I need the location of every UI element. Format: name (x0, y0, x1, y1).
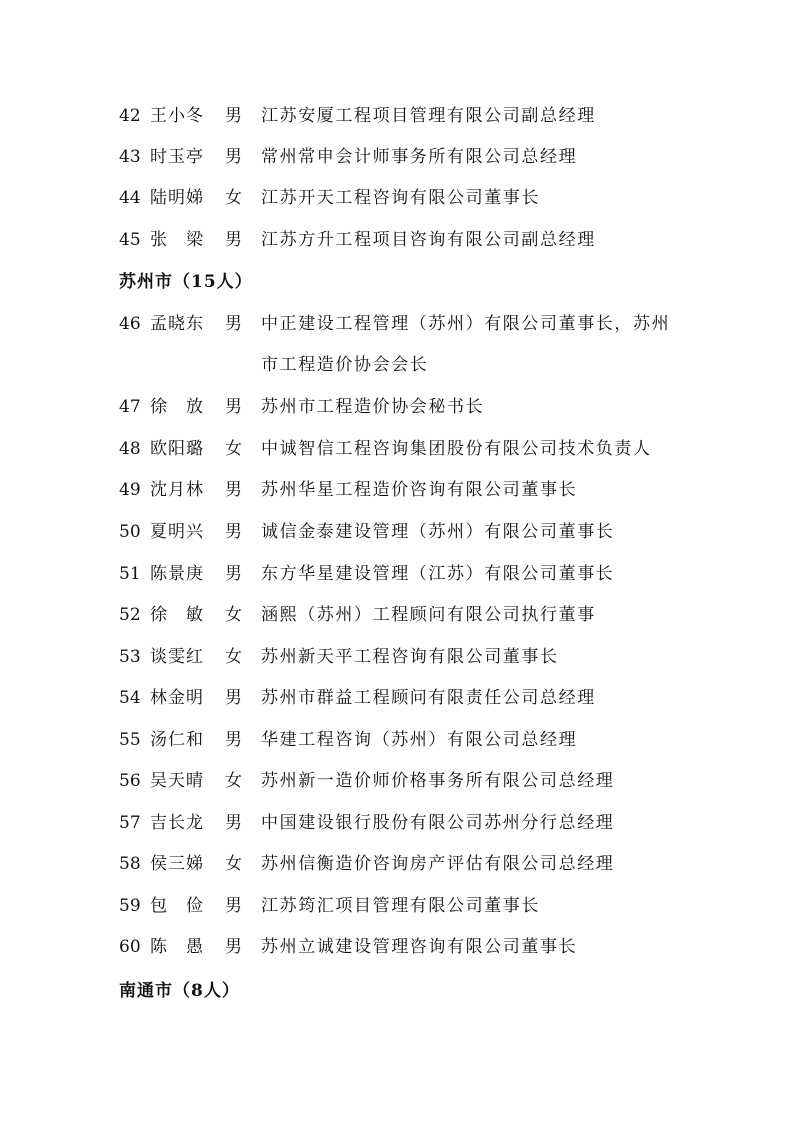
entry-gender: 男 (225, 522, 242, 542)
entry-organization: 苏州新一造价师价格事务所有限公司总经理 (261, 771, 615, 791)
list-item (0, 642, 793, 672)
entry-organization: 华建工程咨询（苏州）有限公司总经理 (261, 730, 578, 750)
list-item (0, 309, 793, 339)
entry-number: 57 (119, 813, 141, 833)
entry-gender: 女 (225, 854, 242, 874)
list-item (0, 517, 793, 547)
entry-name: 夏明兴 (150, 522, 204, 542)
entry-number: 43 (119, 147, 141, 167)
list-item (0, 849, 793, 879)
entry-number: 51 (119, 564, 141, 584)
list-item (0, 142, 793, 172)
entry-name: 王小冬 (150, 106, 204, 126)
entry-gender: 男 (225, 397, 242, 417)
entry-number: 55 (119, 730, 141, 750)
entry-organization: 苏州市群益工程顾问有限责任公司总经理 (261, 688, 596, 708)
entry-number: 46 (119, 314, 141, 334)
list-item (0, 766, 793, 796)
entry-gender: 男 (225, 730, 242, 750)
entry-number: 50 (119, 522, 141, 542)
entry-gender: 男 (225, 314, 242, 334)
entry-organization: 江苏安厦工程项目管理有限公司副总经理 (261, 106, 596, 126)
entry-gender: 男 (225, 896, 242, 916)
list-item (0, 683, 793, 713)
entry-gender: 男 (225, 688, 242, 708)
section-heading-suzhou: 苏州市（15人） (119, 272, 253, 292)
entry-name: 陆明娣 (150, 188, 204, 208)
entry-organization: 诚信金泰建设管理（苏州）有限公司董事长 (261, 522, 615, 542)
list-item (0, 101, 793, 131)
entry-number: 53 (119, 647, 141, 667)
entry-name: 谈雯红 (150, 647, 204, 667)
entry-name: 徐 放 (150, 397, 204, 417)
list-item (0, 600, 793, 630)
section-heading-nantong: 南通市（8人） (119, 981, 240, 1001)
entry-name: 张 梁 (150, 230, 204, 250)
entry-organization: 涵熙（苏州）工程顾问有限公司执行董事 (261, 605, 596, 625)
entry-name: 徐 敏 (150, 605, 204, 625)
list-item (0, 891, 793, 921)
entry-organization: 中国建设银行股份有限公司苏州分行总经理 (261, 813, 615, 833)
entry-gender: 女 (225, 439, 242, 459)
list-item-continuation (0, 350, 793, 380)
list-item (0, 475, 793, 505)
entry-organization: 江苏方升工程项目咨询有限公司副总经理 (261, 230, 596, 250)
entry-name: 孟晓东 (150, 314, 204, 334)
entry-organization: 中诚智信工程咨询集团股份有限公司技术负责人 (261, 439, 652, 459)
entry-organization: 苏州新天平工程咨询有限公司董事长 (261, 647, 559, 667)
entry-gender: 男 (225, 480, 242, 500)
list-item (0, 225, 793, 255)
entry-number: 49 (119, 480, 141, 500)
entry-name: 沈月林 (150, 480, 204, 500)
entry-organization: 苏州市工程造价协会秘书长 (261, 397, 485, 417)
entry-number: 58 (119, 854, 141, 874)
entry-organization: 东方华星建设管理（江苏）有限公司董事长 (261, 564, 615, 584)
entry-number: 48 (119, 439, 141, 459)
entry-name: 林金明 (150, 688, 204, 708)
entry-gender: 男 (225, 106, 242, 126)
list-item (0, 434, 793, 464)
entry-organization: 苏州信衡造价咨询房产评估有限公司总经理 (261, 854, 615, 874)
entry-name: 陈 愚 (150, 937, 204, 957)
entry-name: 吴天晴 (150, 771, 204, 791)
entry-number: 45 (119, 230, 141, 250)
list-item (0, 392, 793, 422)
entry-number: 59 (119, 896, 141, 916)
entry-organization: 苏州华星工程造价咨询有限公司董事长 (261, 480, 578, 500)
entry-number: 42 (119, 106, 141, 126)
list-item (0, 559, 793, 589)
entry-organization: 苏州立诚建设管理咨询有限公司董事长 (261, 937, 578, 957)
entry-gender: 男 (225, 147, 242, 167)
list-item (0, 808, 793, 838)
entry-name: 时玉亭 (150, 147, 204, 167)
entry-organization: 中正建设工程管理（苏州）有限公司董事长，苏州 (261, 314, 671, 334)
entry-gender: 女 (225, 188, 242, 208)
entry-gender: 女 (225, 647, 242, 667)
entry-number: 56 (119, 771, 141, 791)
entry-gender: 男 (225, 813, 242, 833)
entry-number: 44 (119, 188, 141, 208)
entry-name: 吉长龙 (150, 813, 204, 833)
entry-gender: 女 (225, 605, 242, 625)
entry-number: 60 (119, 937, 141, 957)
entry-gender: 男 (225, 937, 242, 957)
entry-number: 52 (119, 605, 141, 625)
entry-name: 欧阳璐 (150, 439, 204, 459)
entry-organization-continued: 市工程造价协会会长 (261, 355, 429, 375)
entry-gender: 男 (225, 564, 242, 584)
list-item (0, 183, 793, 213)
entry-name: 侯三娣 (150, 854, 204, 874)
entry-number: 47 (119, 397, 141, 417)
entry-gender: 女 (225, 771, 242, 791)
list-item (0, 932, 793, 962)
entry-gender: 男 (225, 230, 242, 250)
entry-organization: 江苏开天工程咨询有限公司董事长 (261, 188, 540, 208)
entry-number: 54 (119, 688, 141, 708)
entry-name: 汤仁和 (150, 730, 204, 750)
entry-name: 包 俭 (150, 896, 204, 916)
entry-organization: 常州常申会计师事务所有限公司总经理 (261, 147, 578, 167)
entry-name: 陈景庚 (150, 564, 204, 584)
list-item (0, 725, 793, 755)
entry-organization: 江苏筠汇项目管理有限公司董事长 (261, 896, 540, 916)
